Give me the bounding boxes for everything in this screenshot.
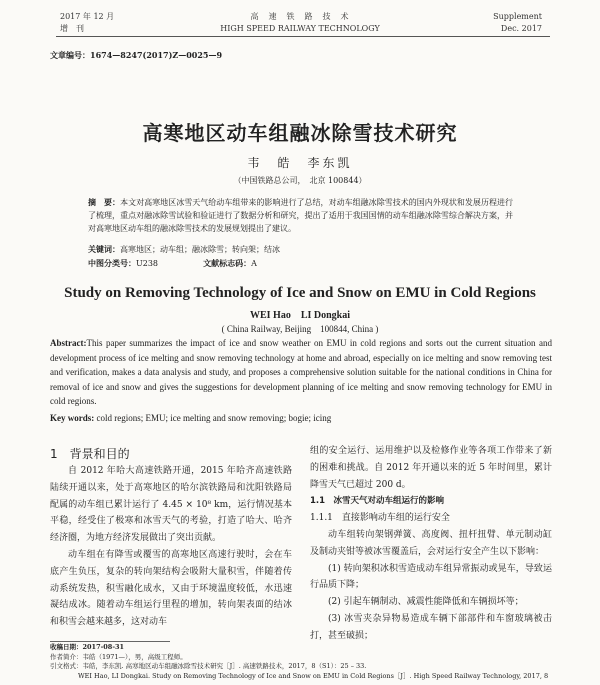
section1-para1: 自 2012 年哈大高速铁路开通，2015 年哈齐高速铁路陆续开通以来，处于高寒地区的哈尔滨铁路局和沈阳铁路局配属的动车组已累计运行了 4.45 × 10⁸ km，运行情况基本平稳，经受住了极寒和冰雪天气的考验，打造了哈大、哈齐经济圈，为地方经济发展做出了突出贡献。 bbox=[50, 466, 292, 544]
authors-en: WEI Hao LI Dongkai bbox=[249, 310, 351, 321]
header-date-en: Dec. 2017 bbox=[500, 24, 542, 33]
clc-value: U238 bbox=[136, 259, 159, 268]
abstract-cn bbox=[88, 196, 513, 235]
doc-code-value: A bbox=[251, 259, 257, 268]
section1-heading: 1 背景和目的 bbox=[50, 447, 130, 461]
abstract-en-text: This paper summarizes the impact of ice and snow weather on EMU in cold regions and sorts out the current situation and development process of ice melting and snow removing technology at home and abroad, especially on ice melting and snow removing test and verification, makes a data analysis and study, and proposes a comprehensive solution suitable for the national conditions in China for removal of ice and snow and gives the suggestions for development planning of ice melting and snow removing technology for EMU in cold regions. bbox=[50, 338, 552, 406]
section1-para2: 动车组在有降雪或覆雪的高寒地区高速行驶时，会在车底产生负压，复杂的转向架结构会吸附大量积雪，伴随着传动系统发热，积雪融化成水，又由于环境温度较低，水迅速凝结成冰。随着动车组运行里程的增加，转向架表面的结冰和积雪会越来越多，这对动车 bbox=[50, 549, 292, 628]
footnotes bbox=[50, 643, 555, 681]
header-issue-type: 增 刊 bbox=[60, 24, 84, 33]
keywords-en-text: cold regions; EMU; ice melting and snow removing; bogie; icing bbox=[96, 413, 332, 423]
article-number: 文章编号：1674—8247(2017)Z—0025—9 bbox=[50, 50, 223, 60]
keywords-en-label: Key words: bbox=[50, 413, 95, 423]
authors-cn: 韦 皓 李东凯 bbox=[247, 156, 353, 170]
footnote-received: 收稿日期：2017-08-31 bbox=[50, 643, 125, 651]
right-column bbox=[310, 443, 552, 645]
right-para-a: 动车组转向架钢弹簧、高度阀、扭杆扭臂、单元制动缸及制动夹钳等被冰雪覆盖后，会对运行安全产生以下影响： bbox=[310, 529, 552, 557]
title-cn: 高寒地区动车组融冰除雪技术研究 bbox=[142, 121, 458, 145]
keywords-cn bbox=[88, 243, 513, 256]
footnote-cite-en: WEI Hao, LI Dongkai. Study on Removing Technology of Ice and Snow on EMU in Cold Regions［J］. High Speed Railway Technology, 2017, 8 bbox=[78, 671, 549, 680]
abstract-cn-text: 本文对高寒地区冰雪天气给动车组带来的影响进行了总结，对动车组融冰除雪技术的国内外现状和发展历程进行了梳理，重点对融冰除雪试验和验证进行了数据分析和研究，提出了适用于我国国情的动车组融冰除雪综合解决方案，并对高寒地区动车组的融冰除雪技术的发展规划提出了建议。 bbox=[88, 198, 513, 233]
section1-body bbox=[50, 463, 292, 631]
clc-label: 中图分类号： bbox=[88, 259, 136, 268]
affiliation-en: ( China Railway, Beijing 100844, China ) bbox=[221, 324, 379, 334]
list-item-2: (2) 引起车辆制动、减震性能降低和车辆损坏等； bbox=[328, 597, 524, 608]
footnote-author-info: 作者简介：韦皓（1971—），男，高级工程师。 bbox=[50, 652, 187, 661]
abstract-cn-label: 摘 要： bbox=[88, 198, 121, 207]
journal-name-cn: 高 速 铁 路 技 术 bbox=[250, 12, 350, 21]
header-supplement: Supplement bbox=[493, 12, 542, 21]
keywords-cn-label: 关键词： bbox=[88, 245, 120, 254]
keywords-cn-text: 高寒地区；动车组；融冰除雪；转向架；结冰 bbox=[120, 245, 280, 254]
subsection-1-1-1-heading: 1.1.1 直接影响动车组的运行安全 bbox=[310, 513, 450, 524]
list-item-1: (1) 转向架积冰积雪造成动车组异常振动或晃车，导致运行品质下降； bbox=[310, 563, 552, 591]
abstract-en bbox=[50, 336, 552, 409]
right-para-cont: 组的安全运行、运用维护以及检修作业等各项工作带来了新的困难和挑战。自 2012 年开通以来的近 5 年时间里，累计降雪天气已超过 200 d。 bbox=[310, 446, 552, 490]
header-rule bbox=[56, 36, 550, 37]
abstract-en-label: Abstract: bbox=[50, 338, 87, 348]
footnote-rule bbox=[50, 641, 170, 642]
classification-line bbox=[88, 257, 257, 270]
keywords-en bbox=[50, 411, 552, 426]
affiliation-cn: （中国铁路总公司， 北京 100844） bbox=[233, 176, 367, 185]
journal-name-en: HIGH SPEED RAILWAY TECHNOLOGY bbox=[220, 24, 380, 33]
title-en: Study on Removing Technology of Ice and Snow on EMU in Cold Regions bbox=[64, 285, 536, 301]
doc-code-label: 文献标志码： bbox=[203, 259, 252, 268]
subsection-1-1-heading: 1.1 冰雪天气对动车组运行的影响 bbox=[310, 496, 445, 507]
footnote-cite-cn: 引文格式：韦皓，李东凯. 高寒地区动车组融冰除雪技术研究［J］. 高速铁路技术，2017，8（S1）：25 – 33. bbox=[50, 662, 367, 670]
list-item-3: (3) 冰雪夹杂异物易造成车辆下部部件和车窗玻璃被击打，甚至破损； bbox=[310, 613, 552, 641]
header-issue-date: 2017 年 12 月 bbox=[60, 12, 115, 21]
